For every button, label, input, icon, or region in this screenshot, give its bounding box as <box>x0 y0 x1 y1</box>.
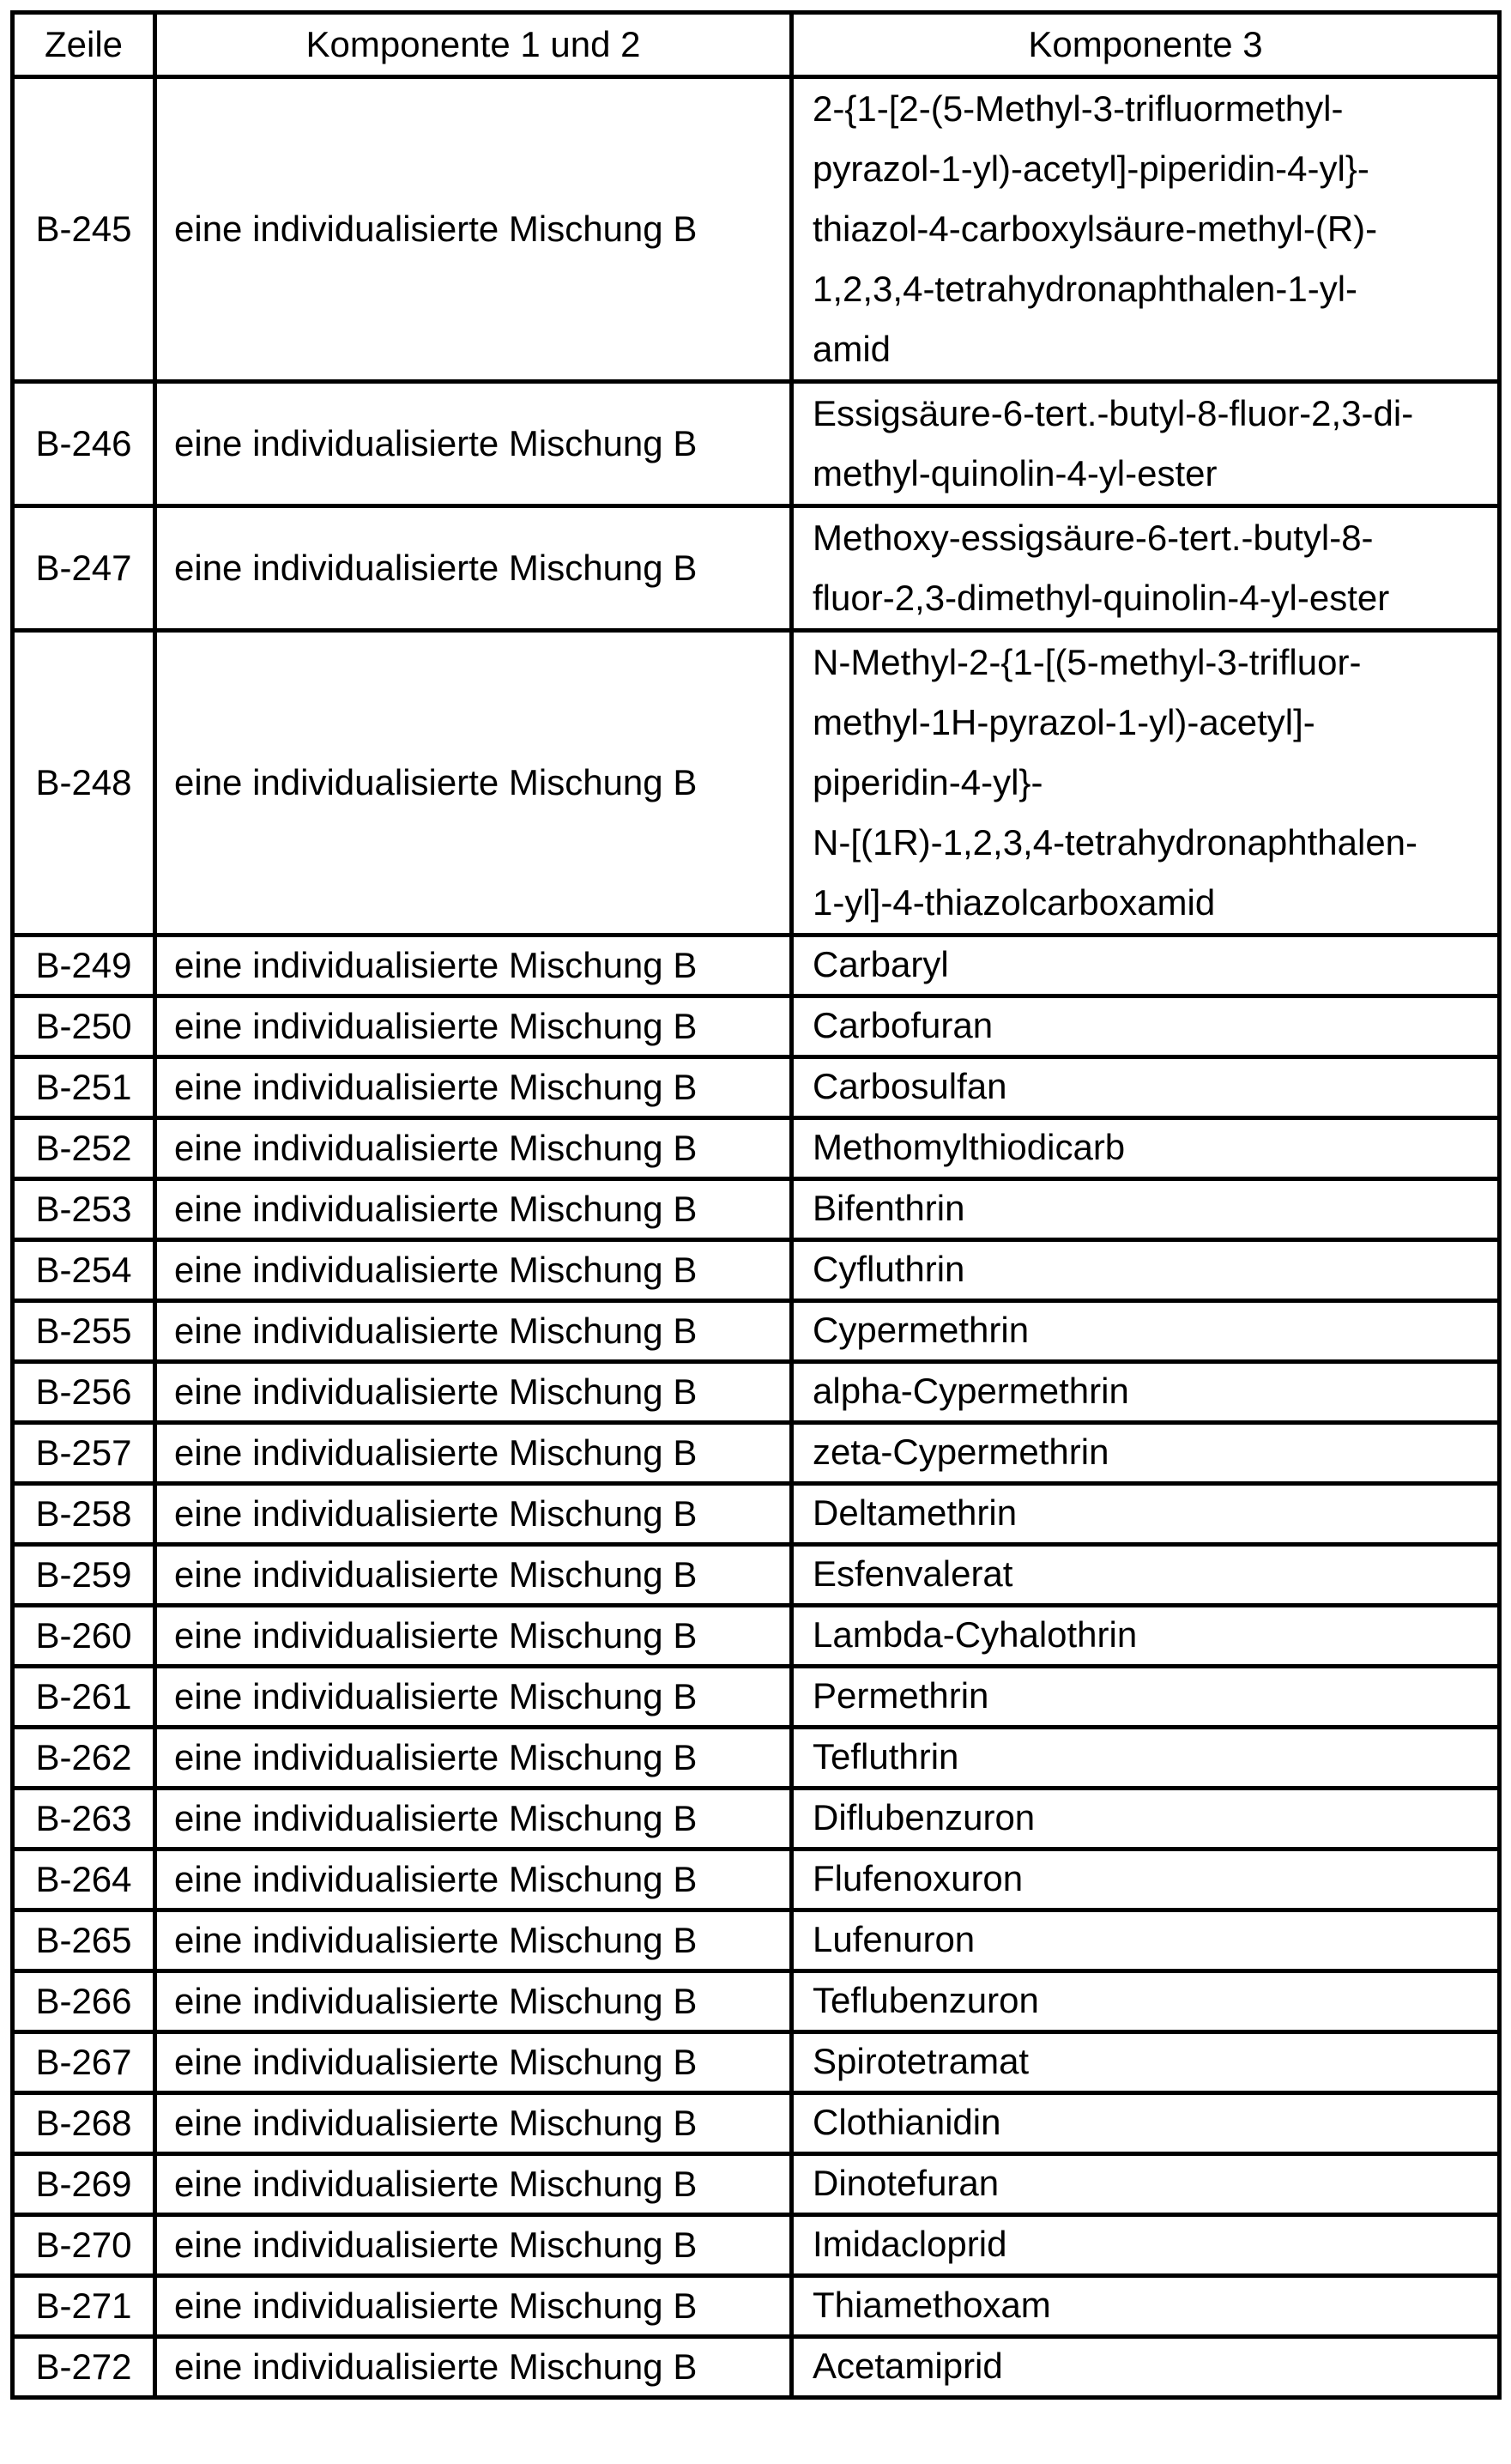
cell-zeile: B-255 <box>13 1301 155 1362</box>
header-row <box>13 13 1500 77</box>
cell-text-line: Essigsäure-6-tert.-butyl-8-fluor-2,3-di- <box>813 393 1414 433</box>
cell-text-line: thiazol-4-carboxylsäure-methyl-(R)- <box>813 209 1378 249</box>
table-row <box>13 1850 1500 1910</box>
cell-komponente-3: Cyfluthrin <box>792 1240 1500 1301</box>
table-row <box>13 1545 1500 1606</box>
cell-text-line: amid <box>813 329 891 369</box>
table-row <box>13 2215 1500 2276</box>
cell-komponente-3: Permethrin <box>792 1667 1500 1728</box>
cell-komponente-1-2: eine individualisierte Mischung B <box>155 996 792 1057</box>
table-row <box>13 2276 1500 2337</box>
cell-komponente-1-2: eine individualisierte Mischung B <box>155 1667 792 1728</box>
table-row <box>13 1362 1500 1423</box>
cell-komponente-1-2: eine individualisierte Mischung B <box>155 2093 792 2154</box>
table-row <box>13 996 1500 1057</box>
cell-komponente-3: Flufenoxuron <box>792 1850 1500 1910</box>
cell-zeile: B-257 <box>13 1423 155 1484</box>
cell-zeile: B-248 <box>13 631 155 935</box>
cell-text-line: N-[(1R)-1,2,3,4-tetrahydronaphthalen- <box>813 822 1418 863</box>
table-row <box>13 1179 1500 1240</box>
table-row <box>13 1789 1500 1850</box>
cell-zeile: B-250 <box>13 996 155 1057</box>
cell-komponente-3: zeta-Cypermethrin <box>792 1423 1500 1484</box>
cell-zeile: B-270 <box>13 2215 155 2276</box>
cell-komponente-1-2: eine individualisierte Mischung B <box>155 935 792 996</box>
cell-komponente-1-2: eine individualisierte Mischung B <box>155 1606 792 1667</box>
cell-zeile: B-268 <box>13 2093 155 2154</box>
cell-komponente-1-2: eine individualisierte Mischung B <box>155 2154 792 2215</box>
cell-komponente-3: Lambda-Cyhalothrin <box>792 1606 1500 1667</box>
table-row <box>13 935 1500 996</box>
table-row <box>13 77 1500 382</box>
cell-zeile: B-266 <box>13 1971 155 2032</box>
cell-komponente-1-2: eine individualisierte Mischung B <box>155 2215 792 2276</box>
cell-komponente-3: Bifenthrin <box>792 1179 1500 1240</box>
cell-zeile: B-252 <box>13 1118 155 1179</box>
cell-komponente-3: Esfenvalerat <box>792 1545 1500 1606</box>
table-row <box>13 1606 1500 1667</box>
cell-komponente-1-2: eine individualisierte Mischung B <box>155 1910 792 1971</box>
cell-komponente-1-2: eine individualisierte Mischung B <box>155 1850 792 1910</box>
cell-text-line: pyrazol-1-yl)-acetyl]-piperidin-4-yl}- <box>813 148 1369 189</box>
table-row <box>13 1057 1500 1118</box>
cell-komponente-3: alpha-Cypermethrin <box>792 1362 1500 1423</box>
cell-komponente-1-2: eine individualisierte Mischung B <box>155 1240 792 1301</box>
table-row <box>13 1910 1500 1971</box>
cell-komponente-3: Teflubenzuron <box>792 1971 1500 2032</box>
cell-zeile: B-271 <box>13 2276 155 2337</box>
cell-komponente-3 <box>792 77 1500 382</box>
cell-text-line: 1-yl]-4-thiazolcarboxamid <box>813 882 1216 923</box>
cell-komponente-3: Carbaryl <box>792 935 1500 996</box>
table-row <box>13 1118 1500 1179</box>
table-row <box>13 1667 1500 1728</box>
cell-zeile: B-247 <box>13 506 155 631</box>
cell-zeile: B-272 <box>13 2337 155 2398</box>
cell-zeile: B-260 <box>13 1606 155 1667</box>
cell-text-line: 2-{1-[2-(5-Methyl-3-trifluormethyl- <box>813 88 1344 129</box>
cell-komponente-3 <box>792 506 1500 631</box>
cell-komponente-1-2: eine individualisierte Mischung B <box>155 1118 792 1179</box>
mixture-table <box>10 10 1502 2400</box>
cell-komponente-3: Methomylthiodicarb <box>792 1118 1500 1179</box>
cell-text-line: fluor-2,3-dimethyl-quinolin-4-yl-ester <box>813 578 1390 618</box>
cell-zeile: B-259 <box>13 1545 155 1606</box>
cell-komponente-1-2: eine individualisierte Mischung B <box>155 1789 792 1850</box>
cell-komponente-1-2: eine individualisierte Mischung B <box>155 1545 792 1606</box>
table-row <box>13 2093 1500 2154</box>
cell-komponente-1-2: eine individualisierte Mischung B <box>155 1728 792 1789</box>
cell-komponente-1-2: eine individualisierte Mischung B <box>155 1362 792 1423</box>
cell-komponente-3: Acetamiprid <box>792 2337 1500 2398</box>
cell-komponente-3: Tefluthrin <box>792 1728 1500 1789</box>
cell-komponente-1-2: eine individualisierte Mischung B <box>155 77 792 382</box>
table-body <box>13 77 1500 2398</box>
cell-komponente-3: Clothianidin <box>792 2093 1500 2154</box>
cell-text-line: N-Methyl-2-{1-[(5-methyl-3-trifluor- <box>813 642 1362 682</box>
cell-zeile: B-246 <box>13 382 155 506</box>
cell-zeile: B-263 <box>13 1789 155 1850</box>
cell-text-line: piperidin-4-yl}- <box>813 762 1043 802</box>
cell-komponente-1-2: eine individualisierte Mischung B <box>155 1057 792 1118</box>
header-zeile: Zeile <box>13 13 155 77</box>
cell-komponente-3: Lufenuron <box>792 1910 1500 1971</box>
table-row <box>13 1423 1500 1484</box>
cell-komponente-3 <box>792 631 1500 935</box>
cell-komponente-1-2: eine individualisierte Mischung B <box>155 1971 792 2032</box>
cell-zeile: B-256 <box>13 1362 155 1423</box>
cell-komponente-3: Thiamethoxam <box>792 2276 1500 2337</box>
cell-komponente-3: Carbosulfan <box>792 1057 1500 1118</box>
table-row <box>13 1240 1500 1301</box>
table-row <box>13 2032 1500 2093</box>
cell-zeile: B-249 <box>13 935 155 996</box>
table-row <box>13 2337 1500 2398</box>
table-row <box>13 1484 1500 1545</box>
cell-komponente-1-2: eine individualisierte Mischung B <box>155 631 792 935</box>
cell-zeile: B-267 <box>13 2032 155 2093</box>
cell-komponente-1-2: eine individualisierte Mischung B <box>155 2032 792 2093</box>
table-row <box>13 506 1500 631</box>
table-row <box>13 382 1500 506</box>
header-komponente-1-2: Komponente 1 und 2 <box>155 13 792 77</box>
cell-komponente-3: Deltamethrin <box>792 1484 1500 1545</box>
cell-text-line: methyl-quinolin-4-yl-ester <box>813 453 1218 493</box>
cell-zeile: B-261 <box>13 1667 155 1728</box>
cell-zeile: B-253 <box>13 1179 155 1240</box>
table-header <box>13 13 1500 77</box>
cell-komponente-3: Cypermethrin <box>792 1301 1500 1362</box>
cell-zeile: B-254 <box>13 1240 155 1301</box>
cell-komponente-1-2: eine individualisierte Mischung B <box>155 2337 792 2398</box>
cell-zeile: B-258 <box>13 1484 155 1545</box>
cell-komponente-1-2: eine individualisierte Mischung B <box>155 1423 792 1484</box>
cell-komponente-1-2: eine individualisierte Mischung B <box>155 506 792 631</box>
cell-komponente-3: Imidacloprid <box>792 2215 1500 2276</box>
table-row <box>13 2154 1500 2215</box>
table-row <box>13 1728 1500 1789</box>
cell-text-line: Methoxy-essigsäure-6-tert.-butyl-8- <box>813 518 1374 558</box>
cell-zeile: B-269 <box>13 2154 155 2215</box>
cell-zeile: B-265 <box>13 1910 155 1971</box>
cell-komponente-3 <box>792 382 1500 506</box>
cell-komponente-1-2: eine individualisierte Mischung B <box>155 1301 792 1362</box>
cell-zeile: B-262 <box>13 1728 155 1789</box>
cell-komponente-3: Carbofuran <box>792 996 1500 1057</box>
cell-zeile: B-245 <box>13 77 155 382</box>
cell-komponente-3: Spirotetramat <box>792 2032 1500 2093</box>
cell-zeile: B-251 <box>13 1057 155 1118</box>
header-komponente-3: Komponente 3 <box>792 13 1500 77</box>
cell-text-line: 1,2,3,4-tetrahydronaphthalen-1-yl- <box>813 269 1358 309</box>
cell-zeile: B-264 <box>13 1850 155 1910</box>
table-row <box>13 1301 1500 1362</box>
cell-komponente-1-2: eine individualisierte Mischung B <box>155 382 792 506</box>
cell-komponente-1-2: eine individualisierte Mischung B <box>155 1484 792 1545</box>
table-row <box>13 631 1500 935</box>
table-row <box>13 1971 1500 2032</box>
cell-text-line: methyl-1H-pyrazol-1-yl)-acetyl]- <box>813 702 1315 742</box>
cell-komponente-3: Dinotefuran <box>792 2154 1500 2215</box>
cell-komponente-3: Diflubenzuron <box>792 1789 1500 1850</box>
cell-komponente-1-2: eine individualisierte Mischung B <box>155 2276 792 2337</box>
cell-komponente-1-2: eine individualisierte Mischung B <box>155 1179 792 1240</box>
